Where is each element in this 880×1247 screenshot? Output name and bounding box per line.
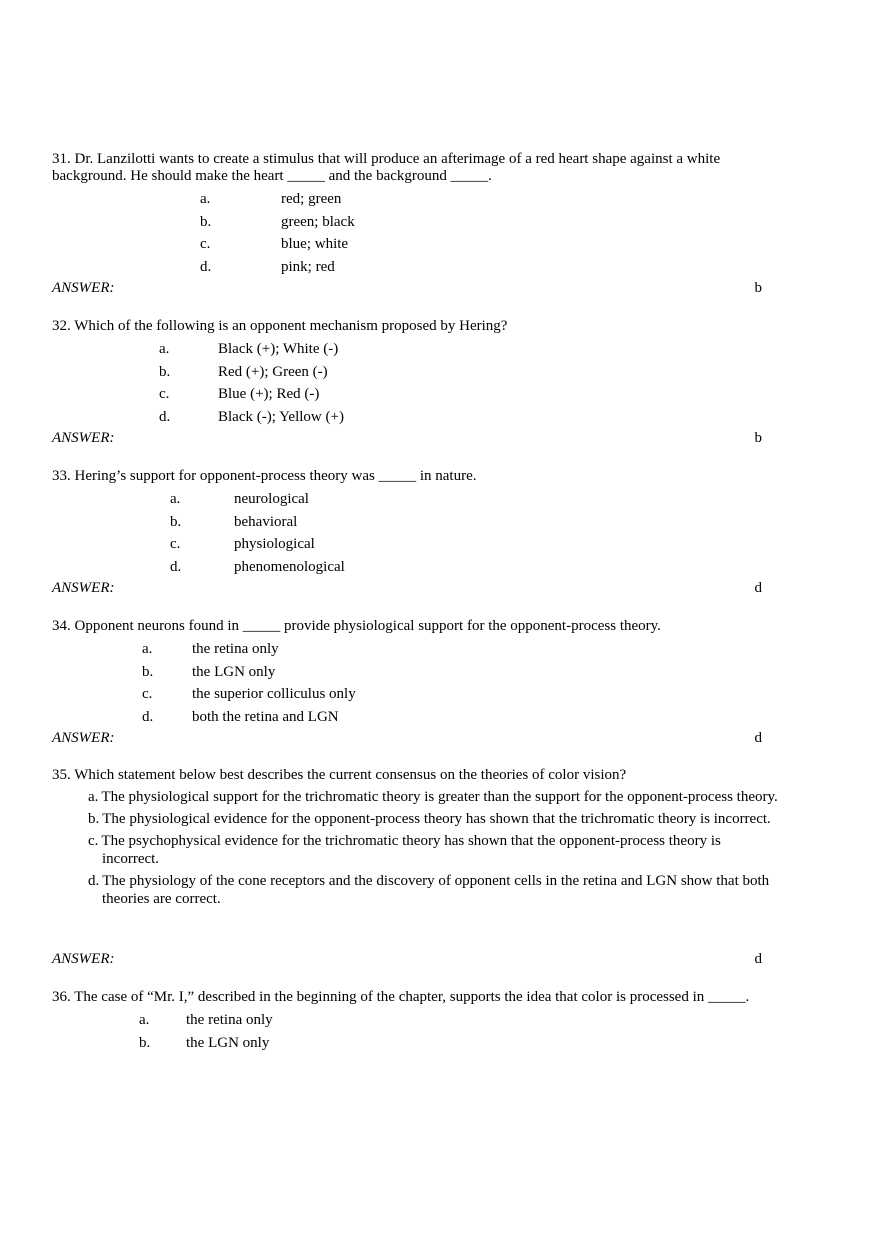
option-a — [52, 638, 792, 661]
option-text: The psychophysical evidence for the trichromatic theory has shown that the opponent-process theory is incorrect. — [101, 833, 721, 867]
option-text: The physiology of the cone receptors and the discovery of opponent cells in the retina and LGN show that both theories are correct. — [102, 873, 770, 907]
option-d — [52, 256, 792, 279]
option-text: Black (+); White (-) — [218, 341, 339, 357]
option-a — [52, 788, 778, 806]
option-letter: a. — [200, 191, 211, 207]
question-stem: 31. Dr. Lanzilotti wants to create a stimulus that will produce an afterimage of a red heart shape against a white background. He should make the heart _____ and the background _____. — [52, 151, 721, 184]
question-31 — [52, 151, 792, 278]
option-text: the superior colliculus only — [192, 686, 356, 702]
option-letter: b. — [159, 363, 171, 380]
option-text: phenomenological — [234, 558, 345, 575]
option-text: red; green — [281, 191, 342, 207]
option-letter: d. — [200, 258, 212, 275]
question-stem: 33. Hering’s support for opponent-process theory was _____ in nature. — [52, 468, 477, 484]
option-letter: d. — [142, 708, 154, 725]
option-list — [52, 1009, 792, 1054]
answer-row — [52, 950, 762, 968]
answer-label: ANSWER: — [52, 580, 115, 596]
option-d — [52, 872, 778, 908]
question-36 — [52, 989, 792, 1054]
option-letter: b. — [139, 1034, 151, 1051]
option-letter: d. — [159, 408, 171, 425]
option-text: green; black — [281, 213, 355, 230]
option-letter: a. — [139, 1012, 150, 1028]
option-d — [52, 406, 792, 429]
option-text: Blue (+); Red (-) — [218, 386, 320, 402]
option-list — [52, 638, 792, 728]
option-letter: a. — [170, 491, 181, 507]
option-letter: b. — [142, 663, 154, 680]
option-list — [52, 788, 792, 908]
question-33 — [52, 468, 792, 578]
answer-value: b — [754, 280, 762, 296]
option-c — [52, 832, 778, 868]
option-letter: b. — [200, 213, 212, 230]
option-text: The physiological evidence for the opponent-process theory has shown that the trichromatic theory is incorrect. — [102, 811, 771, 827]
option-b — [52, 211, 792, 234]
option-letter: c. — [159, 386, 170, 402]
option-text: blue; white — [281, 236, 349, 252]
option-letter: b. — [88, 811, 100, 827]
question-stem: 36. The case of “Mr. I,” described in the beginning of the chapter, supports the idea that color is processed in _____. — [52, 989, 750, 1005]
answer-value: d — [754, 580, 762, 596]
question-stem: 34. Opponent neurons found in _____ provide physiological support for the opponent-process theory. — [52, 618, 661, 634]
option-text: behavioral — [234, 513, 298, 530]
option-b — [52, 661, 792, 684]
option-b — [52, 1032, 792, 1055]
option-letter: d. — [170, 558, 182, 575]
option-b — [52, 511, 792, 534]
option-c — [52, 683, 792, 706]
question-34 — [52, 618, 792, 728]
option-text: Red (+); Green (-) — [218, 363, 328, 380]
answer-label: ANSWER: — [52, 430, 115, 446]
option-c — [52, 533, 792, 556]
question-32 — [52, 318, 792, 428]
option-d — [52, 556, 792, 579]
option-letter: b. — [170, 513, 182, 530]
option-letter: c. — [200, 236, 211, 252]
option-letter: d. — [88, 873, 100, 889]
option-text: the LGN only — [192, 663, 276, 680]
option-text: pink; red — [281, 258, 335, 275]
option-text: the LGN only — [186, 1034, 270, 1051]
answer-row — [52, 729, 762, 747]
question-35 — [52, 767, 792, 912]
option-letter: a. — [142, 641, 153, 657]
answer-value: b — [754, 430, 762, 446]
option-text: The physiological support for the trichromatic theory is greater than the support for the opponent-process theory. — [101, 789, 778, 805]
option-letter: c. — [142, 686, 153, 702]
option-letter: c. — [170, 536, 181, 552]
option-letter: c. — [88, 833, 99, 849]
option-text: the retina only — [186, 1012, 273, 1028]
option-list — [52, 488, 792, 578]
answer-row — [52, 279, 762, 297]
answer-label: ANSWER: — [52, 951, 115, 967]
question-stem: 32. Which of the following is an opponent mechanism proposed by Hering? — [52, 318, 508, 334]
option-text: the retina only — [192, 641, 279, 657]
option-text: physiological — [234, 536, 315, 552]
option-b — [52, 810, 778, 828]
option-text: Black (-); Yellow (+) — [218, 408, 344, 425]
option-a — [52, 488, 792, 511]
option-text: neurological — [234, 491, 309, 507]
answer-row — [52, 579, 762, 597]
option-list — [52, 188, 792, 278]
option-b — [52, 361, 792, 384]
option-c — [52, 383, 792, 406]
option-text: both the retina and LGN — [192, 708, 339, 725]
answer-row — [52, 429, 762, 447]
option-list — [52, 338, 792, 428]
answer-value: d — [754, 730, 762, 746]
answer-label: ANSWER: — [52, 730, 115, 746]
option-a — [52, 338, 792, 361]
option-a — [52, 1009, 792, 1032]
option-c — [52, 233, 792, 256]
option-d — [52, 706, 792, 729]
question-stem: 35. Which statement below best describes the current consensus on the theories of color vision? — [52, 767, 627, 783]
option-letter: a. — [159, 341, 170, 357]
answer-label: ANSWER: — [52, 280, 115, 296]
option-a — [52, 188, 792, 211]
answer-value: d — [754, 951, 762, 967]
option-letter: a. — [88, 789, 99, 805]
